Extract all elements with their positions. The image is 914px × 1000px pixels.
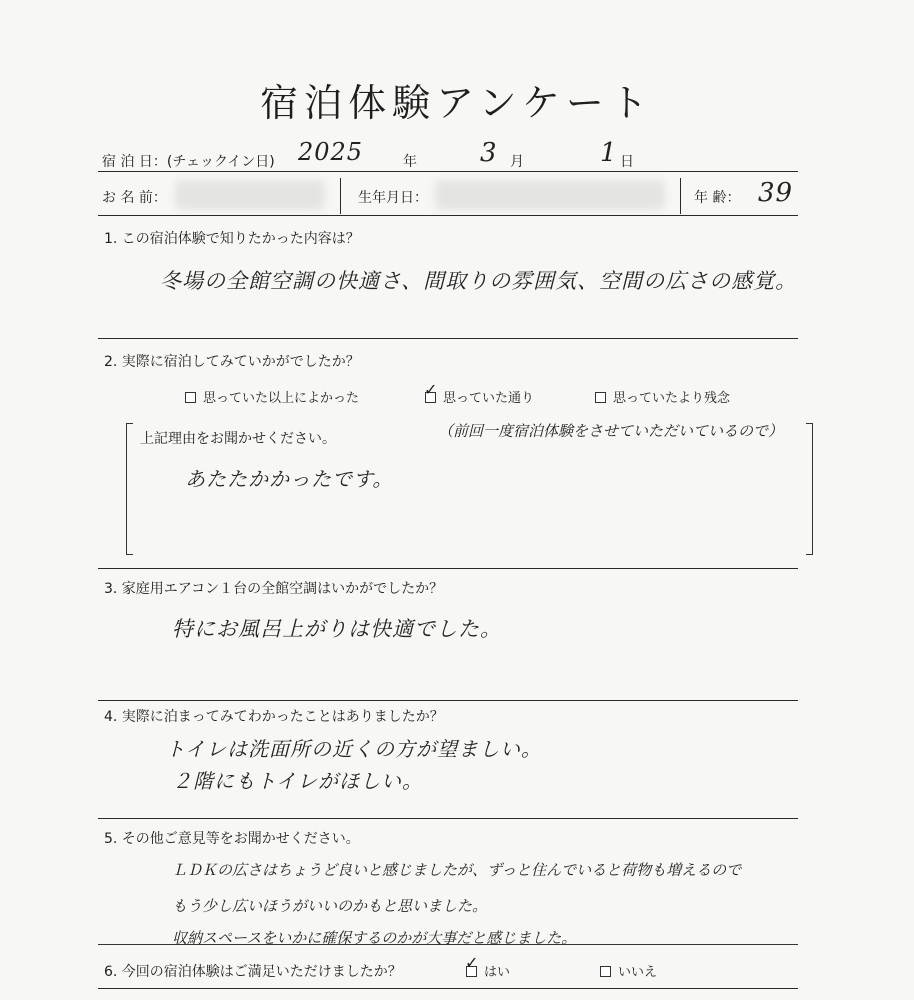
q2-question: 2. 実際に宿泊してみていかがでしたか？ [104, 354, 360, 370]
birth-label: 生年月日： [358, 190, 428, 206]
page-title: 宿泊体験アンケート [260, 81, 654, 125]
checkbox-icon [185, 392, 196, 403]
q6-option-no[interactable]: いいえ [600, 961, 657, 980]
q4-question: 4. 実際に泊まってみてわかったことはありましたか？ [104, 709, 444, 725]
q2-reason-answer: あたたかかったです。 [185, 467, 394, 491]
divider [98, 988, 798, 989]
stay-date-label: 宿 泊 日：(チェックイン日) [102, 154, 275, 170]
divider [680, 178, 681, 214]
q2-option-as-expected[interactable]: 思っていた通り [425, 387, 534, 406]
q2-option-disappointing[interactable]: 思っていたより残念 [595, 387, 730, 406]
divider [98, 568, 798, 569]
q4-answer-line1: トイレは洗面所の近くの方が望ましい。 [165, 737, 542, 761]
q2-option-better[interactable]: 思っていた以上によかった [185, 387, 359, 406]
checkbox-icon [600, 966, 611, 977]
q1-question: 1. この宿泊体験で知りたかった内容は？ [104, 231, 360, 247]
stay-day-unit: 日 [620, 154, 634, 170]
reason-bracket-left [126, 423, 133, 555]
check-mark-icon: ✓ [424, 380, 438, 399]
divider [98, 700, 798, 701]
stay-month-value: 3 [480, 138, 498, 168]
q2-reason-label: 上記理由をお聞かせください。 [140, 431, 336, 447]
q6-question: 6. 今回の宿泊体験はご満足いただけましたか？ [104, 964, 402, 980]
name-label: お 名 前： [102, 190, 167, 206]
checkbox-icon [595, 392, 606, 403]
divider [98, 338, 798, 339]
stay-month-unit: 月 [510, 154, 524, 170]
redacted-birthdate [435, 180, 665, 210]
q5-answer-line1: ＬＤＫの広さはちょうど良いと感じましたが、ずっと住んでいると荷物も増えるので [172, 861, 742, 879]
age-label: 年 齢： [694, 190, 741, 206]
q1-answer: 冬場の全館空調の快適さ、間取りの雰囲気、空間の広さの感覚。 [160, 269, 798, 293]
q2-note: （前回一度宿泊体験をさせていただいているので） [438, 422, 784, 440]
q6-option-yes[interactable]: はい [466, 961, 510, 980]
stay-year-value: 2025 [298, 138, 364, 166]
check-mark-icon: ✓ [465, 953, 479, 972]
q4-answer-line2: ２階にもトイレがほしい。 [172, 769, 423, 793]
divider [98, 818, 798, 819]
q3-question: 3. 家庭用エアコン１台の全館空調はいかがでしたか？ [104, 581, 444, 597]
divider [98, 215, 798, 216]
redacted-name [175, 180, 325, 210]
divider [340, 178, 341, 214]
q5-answer-line3: 収納スペースをいかに確保するのかが大事だと感じました。 [172, 929, 577, 947]
q5-answer-line2: もう少し広いほうがいいのかもと思いました。 [172, 897, 488, 915]
q3-answer: 特にお風呂上がりは快適でした。 [172, 617, 502, 641]
age-value: 39 [758, 178, 794, 208]
stay-day-value: 1 [600, 138, 618, 168]
reason-bracket-right [806, 423, 813, 555]
q5-question: 5. その他ご意見等をお聞かせください。 [104, 831, 360, 847]
divider [98, 171, 798, 172]
stay-year-unit: 年 [403, 154, 417, 170]
divider-strike [98, 944, 798, 945]
